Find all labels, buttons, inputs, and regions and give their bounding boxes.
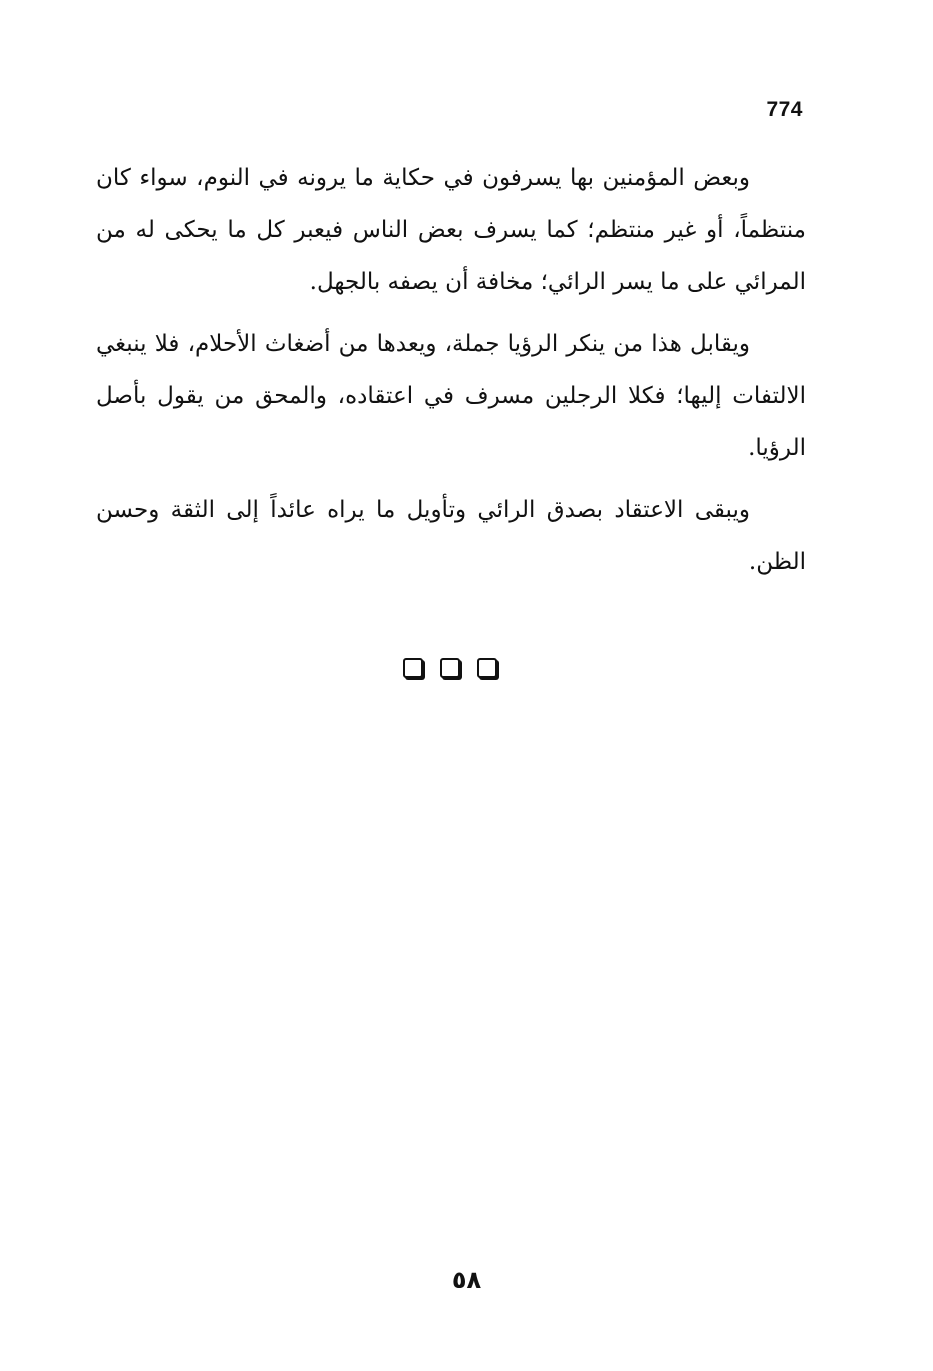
paragraph-1: وبعض المؤمنين بها يسرفون في حكاية ما يرونه في النوم، سواء كان منتظماً، أو غير منتظم؛ كما يسرف بعض الناس فيعبر كل ما يحكى له من المرائي على ما يسر الرائي؛ مخافة أن يصفه بالجهل. (96, 165, 806, 295)
separator-box-icon (403, 658, 423, 678)
body-text (96, 152, 806, 598)
separator-box-icon (477, 658, 497, 678)
paragraph-3: ويبقى الاعتقاد بصدق الرائي وتأويل ما يراه عائداً إلى الثقة وحسن الظن. (96, 497, 806, 575)
paragraph-2: ويقابل هذا من ينكر الرؤيا جملة، ويعدها من أضغاث الأحلام، فلا ينبغي الالتفات إليها؛ فكلا الرجلين مسرف في اعتقاده، والمحق من يقول بأصل الرؤيا. (96, 331, 806, 461)
separator-box-icon (440, 658, 460, 678)
header-page-number: 774 (766, 98, 803, 121)
section-separator (403, 658, 497, 678)
footer-page-number: ٥٨ (451, 1266, 482, 1294)
